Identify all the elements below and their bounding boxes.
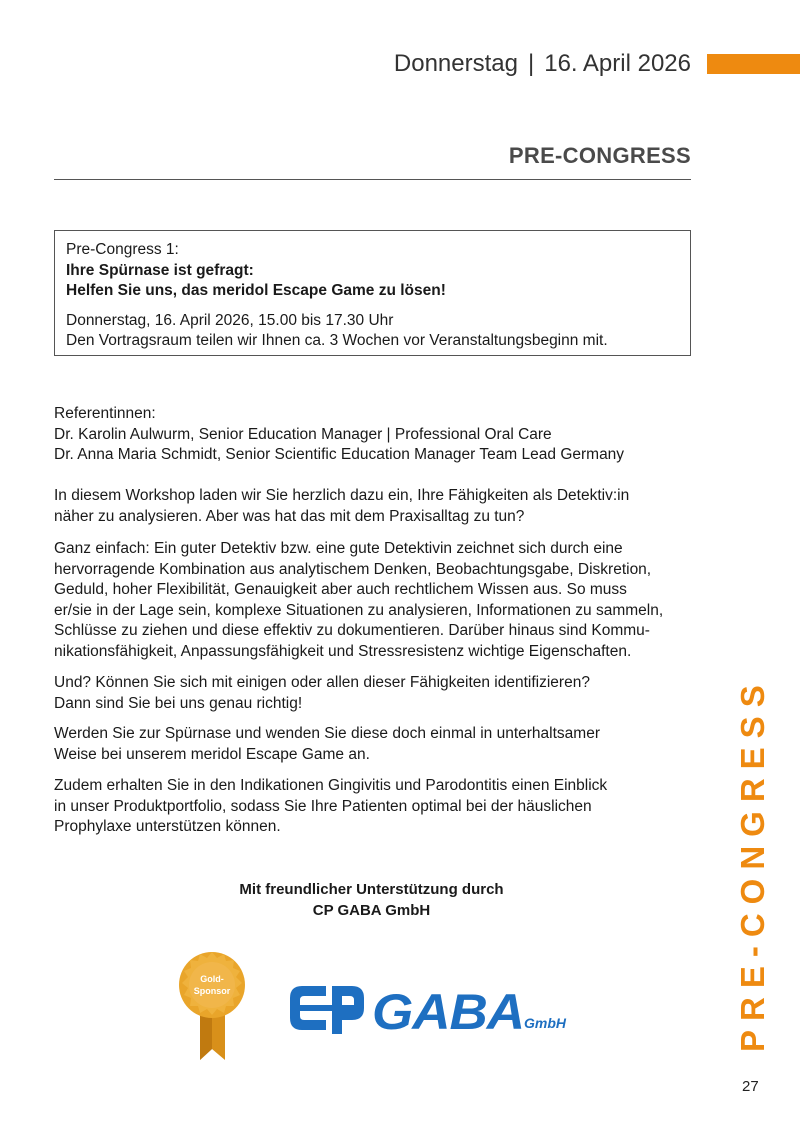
date-header: [394, 50, 691, 78]
body-line: Zudem erhalten Sie in den Indikationen Gingivitis und Parodontitis einen Einblick: [54, 777, 608, 794]
sponsor-line-1: Mit freundlicher Unterstützung durch: [239, 881, 504, 898]
section-title: PRE-CONGRESS: [508, 143, 691, 168]
side-section-label: PRE-CONGRESS: [734, 676, 771, 1052]
body-line: Prophylaxe unterstützen können.: [54, 818, 281, 835]
section-divider: [54, 179, 691, 180]
speakers-block: [54, 404, 704, 466]
session-room-note: Den Vortragsraum teilen wir Ihnen ca. 3 Wochen vor Veranstaltungsbeginn mit.: [66, 332, 608, 349]
badge-text-1: Gold-: [200, 974, 224, 984]
orange-tab-marker: [707, 54, 800, 74]
gaba-gmbh-suffix: GmbH: [524, 1015, 566, 1031]
gold-sponsor-badge-icon: [178, 950, 248, 1062]
body-paragraph-5: [54, 776, 704, 838]
body-paragraph-3: [54, 673, 704, 714]
body-line: nikationsfähigkeit, Anpassungsfähigkeit und Stressresistenz wichtige Eigenschaften.: [54, 642, 632, 660]
sponsor-company: CP GABA GmbH: [312, 902, 431, 919]
body-line: Ganz einfach: Ein guter Detektiv bzw. eine gute Detektivin zeichnet sich durch eine: [54, 540, 623, 557]
date-separator: |: [527, 50, 535, 77]
body-paragraph-1: [54, 486, 704, 527]
weekday: Donnerstag: [393, 50, 518, 77]
body-paragraph-4: [54, 724, 704, 765]
speakers-label: Referentinnen:: [54, 405, 156, 422]
body-line: Und? Können Sie sich mit einigen oder allen dieser Fähigkeiten identifizieren?: [54, 674, 590, 691]
session-schedule: Donnerstag, 16. April 2026, 15.00 bis 17.30 Uhr: [66, 311, 394, 329]
body-line: Weise bei unserem meridol Escape Game an.: [54, 745, 370, 763]
sponsor-credit: [0, 879, 573, 921]
body-line: hervorragende Kombination aus analytischem Denken, Beobachtungsgabe, Diskretion,: [54, 560, 652, 578]
date: 16. April 2026: [544, 50, 691, 77]
body-line: In diesem Workshop laden wir Sie herzlich dazu ein, Ihre Fähigkeiten als Detektiv:in: [54, 487, 630, 504]
session-title-line-1: Ihre Spürnase ist gefragt:: [66, 261, 254, 279]
badge-text-2: Sponsor: [193, 986, 231, 996]
speaker-item: Dr. Anna Maria Schmidt, Senior Scientific Education Manager Team Lead Germany: [54, 446, 625, 463]
body-line: Geduld, hoher Flexibilität, Genauigkeit aber auch rechtlichem Wissen aus. So muss: [54, 581, 627, 598]
session-info-box: [54, 230, 691, 356]
body-line: Werden Sie zur Spürnase und wenden Sie diese doch einmal in unterhaltsamer: [54, 725, 600, 742]
body-line: Dann sind Sie bei uns genau richtig!: [54, 694, 303, 712]
gaba-wordmark: GABA: [372, 984, 524, 1040]
cp-gaba-logo: [290, 984, 580, 1040]
session-label: Pre-Congress 1:: [66, 241, 179, 258]
speaker-item: Dr. Karolin Aulwurm, Senior Education Manager | Professional Oral Care: [54, 425, 552, 443]
cp-logo-mark-icon: [290, 986, 364, 1034]
body-line: näher zu analysieren. Aber was hat das mit dem Praxisalltag zu tun?: [54, 507, 525, 525]
body-line: Schlüsse zu ziehen und diese effektiv zu dokumentieren. Darüber hinaus sind Kommu-: [54, 622, 650, 639]
page-number: 27: [742, 1078, 759, 1095]
body-line: er/sie in der Lage sein, komplexe Situationen zu analysieren, Informationen zu sammeln,: [54, 601, 664, 619]
body-line: in unser Produktportfolio, sodass Sie Ihre Patienten optimal bei der häuslichen: [54, 797, 592, 815]
session-title-line-2: Helfen Sie uns, das meridol Escape Game zu lösen!: [66, 282, 446, 299]
body-paragraph-2: [54, 539, 704, 662]
